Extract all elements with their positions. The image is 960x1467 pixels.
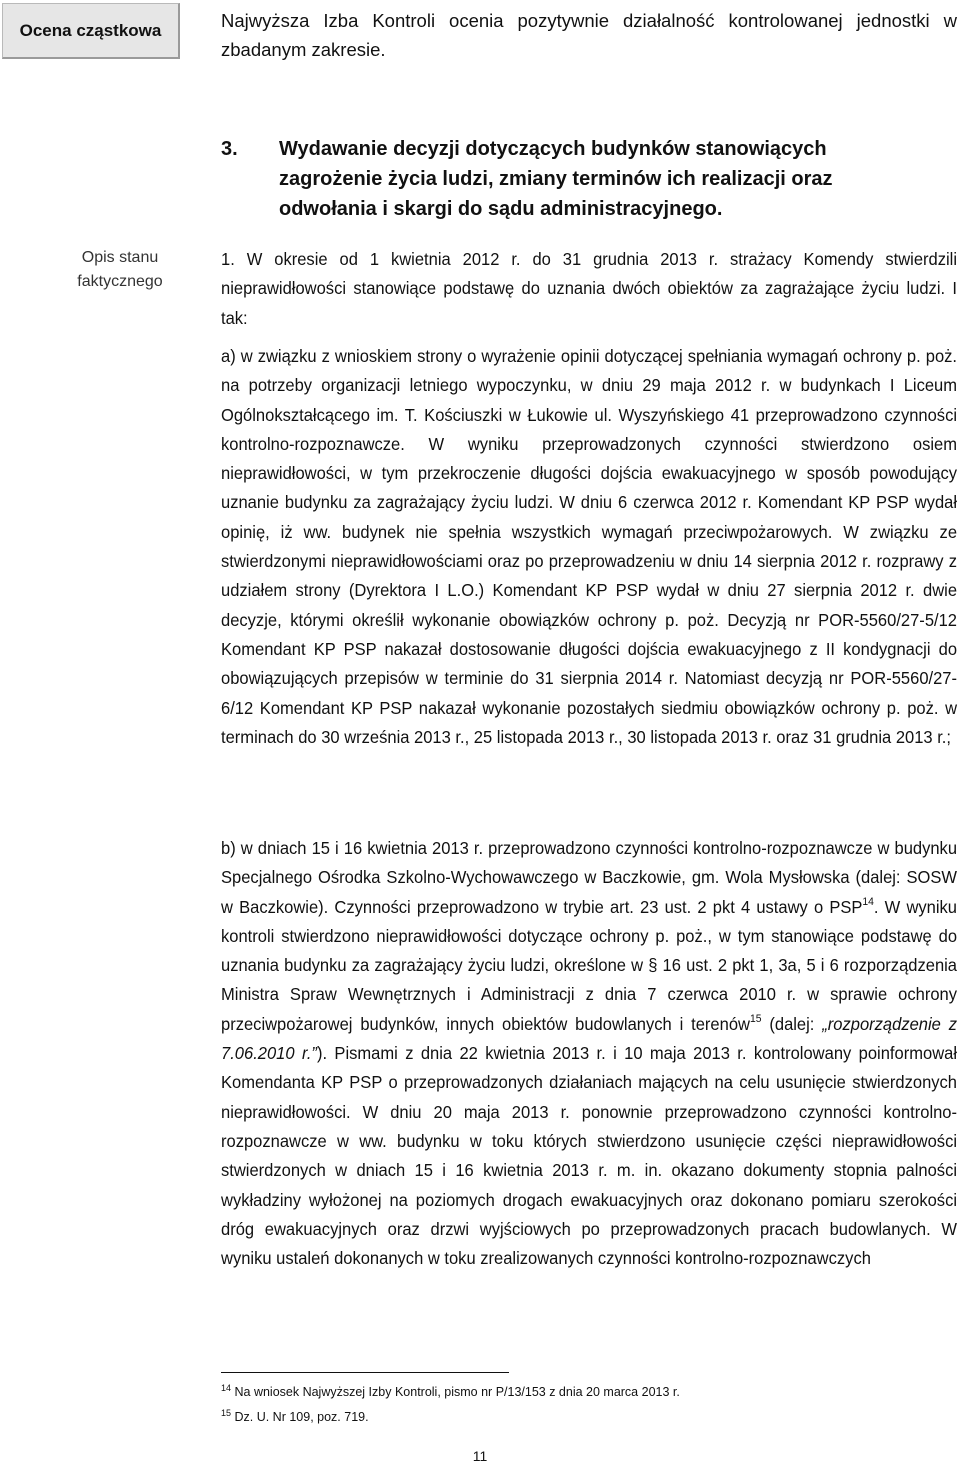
- footnote-ref-14: 14: [862, 895, 874, 908]
- footnote-ref-15: 15: [749, 1012, 762, 1025]
- footnote-separator: [221, 1372, 509, 1373]
- section-title-line-2: zagrożenie życia ludzi, zmiany terminów ich realizacji oraz: [279, 168, 833, 190]
- assessment-label: Ocena cząstkowa: [19, 20, 162, 40]
- section-title-line-1: Wydawanie decyzji dotyczących budynków stanowiących: [279, 138, 827, 160]
- footnote-15: $^{15}$ Dz. U. Nr 109, poz. 719.: [221, 1408, 369, 1424]
- paragraph-a: a) w związku z wnioskiem strony o wyrażenie opinii dotyczącej spełniania wymagań ochrony p. poż. na potrzeby organizacji letniego wypoczynku, w dniu 29 maja 2012 r. w budynkach I Liceum Ogólnokształcącego im. T. Kościuszki w Łukowie ul. Wyszyńskiego 41 przeprowadzono czynności kontrolno-rozpoznawcze. W wyniku przeprowadzonych czynności stwierdzono osiem nieprawidłowości, w tym przekroczenie długości dojścia ewakuacyjnego w sposób powodujący uznanie budynku za zagrażający życiu ludzi. W dniu 6 czerwca 2012 r. Komendant KP PSP wydał opinię, iż ww. budynek nie spełnia wszystkich wymagań przeciwpożarowych. W związku ze stwierdzonymi nieprawidłowościami oraz po przeprowadzeniu w dniu 14 sierpnia 2012 r. rozprawy z udziałem strony (Dyrektora I L.O.) Komendant KP PSP wydał w dniu 27 sierpnia 2012 r. dwie decyzje, którymi określił wykonanie obowiązków ochrony p. poż. Decyzją nr POR-5560/27-5/12 Komendant KP PSP nakazał dostosowanie długości dojścia ewakuacyjnego z II kondygnacji do obowiązujących przepisów w terminie do 31 sierpnia 2014 r. Natomiast decyzją nr POR-5560/27-6/12 Komendant KP PSP nakazał wykonanie pozostałych siedmiu obowiązków ochrony p. poż. w terminach do 30 września 2013 r., 25 listopada 2013 r., 30 listopada 2013 r. oraz 31 grudnia 2013 r.;: [221, 346, 958, 747]
- paragraph-1: 1. W okresie od 1 kwietnia 2012 r. do 31 grudnia 2013 r. strażacy Komendy stwierdzili nieprawidłowości stanowiące podstawę do uznania dwóch obiektów za zagrażające życiu ludzi. I tak:: [221, 249, 958, 328]
- assessment-label-box: [2, 3, 180, 59]
- section-title-line-3: odwołania i skargi do sądu administracyjnego.: [279, 198, 723, 220]
- paragraph-b: b) w dniach 15 i 16 kwietnia 2013 r. przeprowadzono czynności kontrolno-rozpoznawcze w budynku Specjalnego Ośrodka Szkolno-Wychowawczego w Baczkowie, gm. Wola Mysłowska (dalej: SOSW w Baczkowie). Czynności przeprowadzono w trybie art. 23 ust. 2 pkt 4 ustawy o PSP$^{14}$. W wyniku kontroli stwierdzono nieprawidłowości dotyczące ochrony p. poż., w tym stanowiące podstawę do uznania budynku za zagrażający życiu ludzi, określone w § 16 ust. 2 pkt 1, 3a, 5 i 6 rozporządzenia Ministra Spraw Wewnętrznych i Administracji z dnia 7 czerwca 2010 r. w sprawie ochrony przeciwpożarowej budynków, innych obiektów budowlanych i terenów$^{15}$ (dalej: „rozporządzenie z 7.06.2010 r.”). Pismami z dnia 22 kwietnia 2013 r. i 10 maja 2013 r. kontrolowany poinformował Komendanta KP PSP o przeprowadzonych działaniach mających na celu usunięcie stwierdzonych nieprawidłowości. W dniu 20 maja 2013 r. ponownie przeprowadzono czynności kontrolno-rozpoznawcze w ww. budynku w toku których stwierdzono usunięcie części nieprawidłowości stwierdzonych w dniach 15 i 16 kwietnia 2013 r. m. in. okazano dokumenty stopnia palności wykładziny wyłożonej na poziomych drogach ewakuacyjnych oraz dokonano pomiaru szerokości dróg ewakuacyjnych oraz drzwi wyjściowych po przeprowadzonych pracach budowlanych. W wyniku ustaleń dokonanych w toku zrealizowanych czynności kontrolno-rozpoznawczych: [221, 838, 958, 1269]
- page-number: 11: [472, 1448, 488, 1464]
- footnote-14: $^{14}$ Na wniosek Najwyższej Izby Kontroli, pismo nr P/13/153 z dnia 20 marca 2013 r.: [221, 1383, 680, 1399]
- intro-paragraph: Najwyższa Izba Kontroli ocenia pozytywnie działalność kontrolowanej jednostki w zbadanym zakresie.: [221, 10, 957, 60]
- section-heading: [221, 134, 956, 224]
- section-number: 3.: [221, 138, 238, 160]
- facts-description-label: Opis stanu faktycznego: [77, 249, 163, 290]
